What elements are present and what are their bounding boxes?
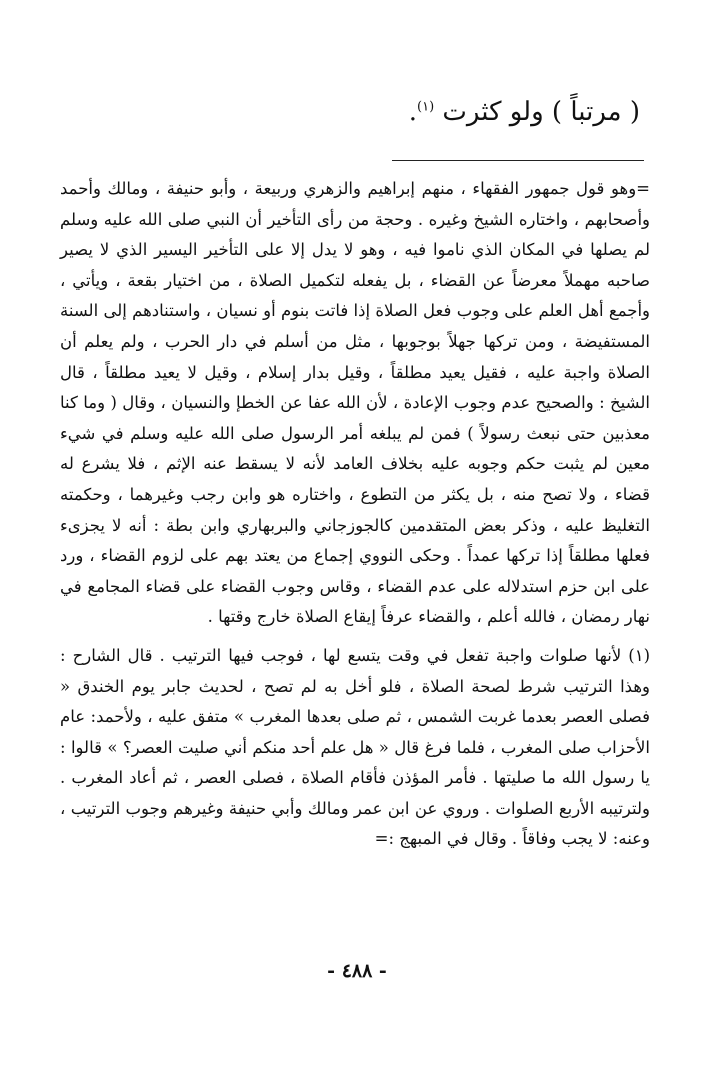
heading-text: ( مرتباً ) ولو كثرت	[442, 97, 640, 127]
page-number: - ٤٨٨ -	[327, 960, 387, 982]
footnote-paragraph: (١) لأنها صلوات واجبة تفعل في وقت يتسع لها ، فوجب فيها الترتيب . قال الشارح : وهذا الترتيب شرط لصحة الصلاة ، فلو أخل به لم تصح ، لحديث جابر يوم الخندق « فصلى العصر بعدما غربت الشمس ، ثم صلى بعدها المغرب » متفق عليه ، ولأحمد: عام الأحزاب صلى المغرب ، فلما فرغ قال « هل علم أحد منكم أني صليت العصر؟ » قالوا : يا رسول الله ما صليتها . فأمر المؤذن فأقام الصلاة ، فصلى العصر ، ثم أعاد المغرب . ولترتيبه الأربع الصلوات . وروي عن ابن عمر ومالك وأبي حنيفة وغيرهم وجوب الترتيب ، وعنه: لا يجب وفاقاً . وقال في المبهج :=	[60, 645, 650, 849]
commentary-body	[60, 174, 650, 855]
footnote-reference: (١)	[417, 99, 435, 115]
heading-period: .	[408, 97, 418, 127]
section-heading	[409, 92, 640, 132]
separator-rule	[392, 160, 644, 161]
main-paragraph: =وهو قول جمهور الفقهاء ، منهم إبراهيم والزهري وربيعة ، وأبو حنيفة ، ومالك وأحمد وأصحابهم ، واختاره الشيخ وغيره . وحجة من رأى التأخير أن النبي صلى الله عليه وسلم لم يصلها في المكان الذي ناموا فيه ، وهو لا يدل إلا على التأخير اليسير الذي لا يصير صاحبه مهملاً معرضاً عن القضاء ، بل يفعله لتكميل الصلاة ، من اختيار بقعة ، ويأتي ، وأجمع أهل العلم على وجوب فعل الصلاة إذا فاتت بنوم أو نسيان ، واستنادهم إلى السنة المستفيضة ، ومن تركها جهلاً بوجوبها ، مثل من أسلم في دار الحرب ، ولم يعلم أن الصلاة واجبة عليه ، فقيل يعيد مطلقاً ، وقيل بدار إسلام ، وقيل لا يعيد مطلقاً ، قال الشيخ : والصحيح عدم وجوب الإعادة ، لأن الله عفا عن الخطإ والنسيان ، وقال ( وما كنا معذبين حتى نبعث رسولاً ) فمن لم يبلغه أمر الرسول صلى الله عليه وسلم في شيء معين لم يثبت حكم وجوبه عليه بخلاف العامد لأنه لا يسقط عنه الإثم ، فلا يشرع له قضاء ، ولا تصح منه ، بل يكثر من التطوع ، واختاره هو وابن رجب وغيرهما ، وحكمته التغليظ عليه ، وذكر بعض المتقدمين كالجوزجاني والبربهاري وابن بطة : أنه لا يجزىء فعلها مطلقاً إذا تركها عمداً . وحكى النووي إجماع من يعتد بهم على لزوم القضاء ، ورد على ابن حزم استدلاله على عدم القضاء ، وقاس وجوب القضاء على قضاء المجامع في نهار رمضان ، فالله أعلم ، والقضاء عرفاً إيقاع الصلاة خارج وقتها .	[60, 179, 650, 627]
